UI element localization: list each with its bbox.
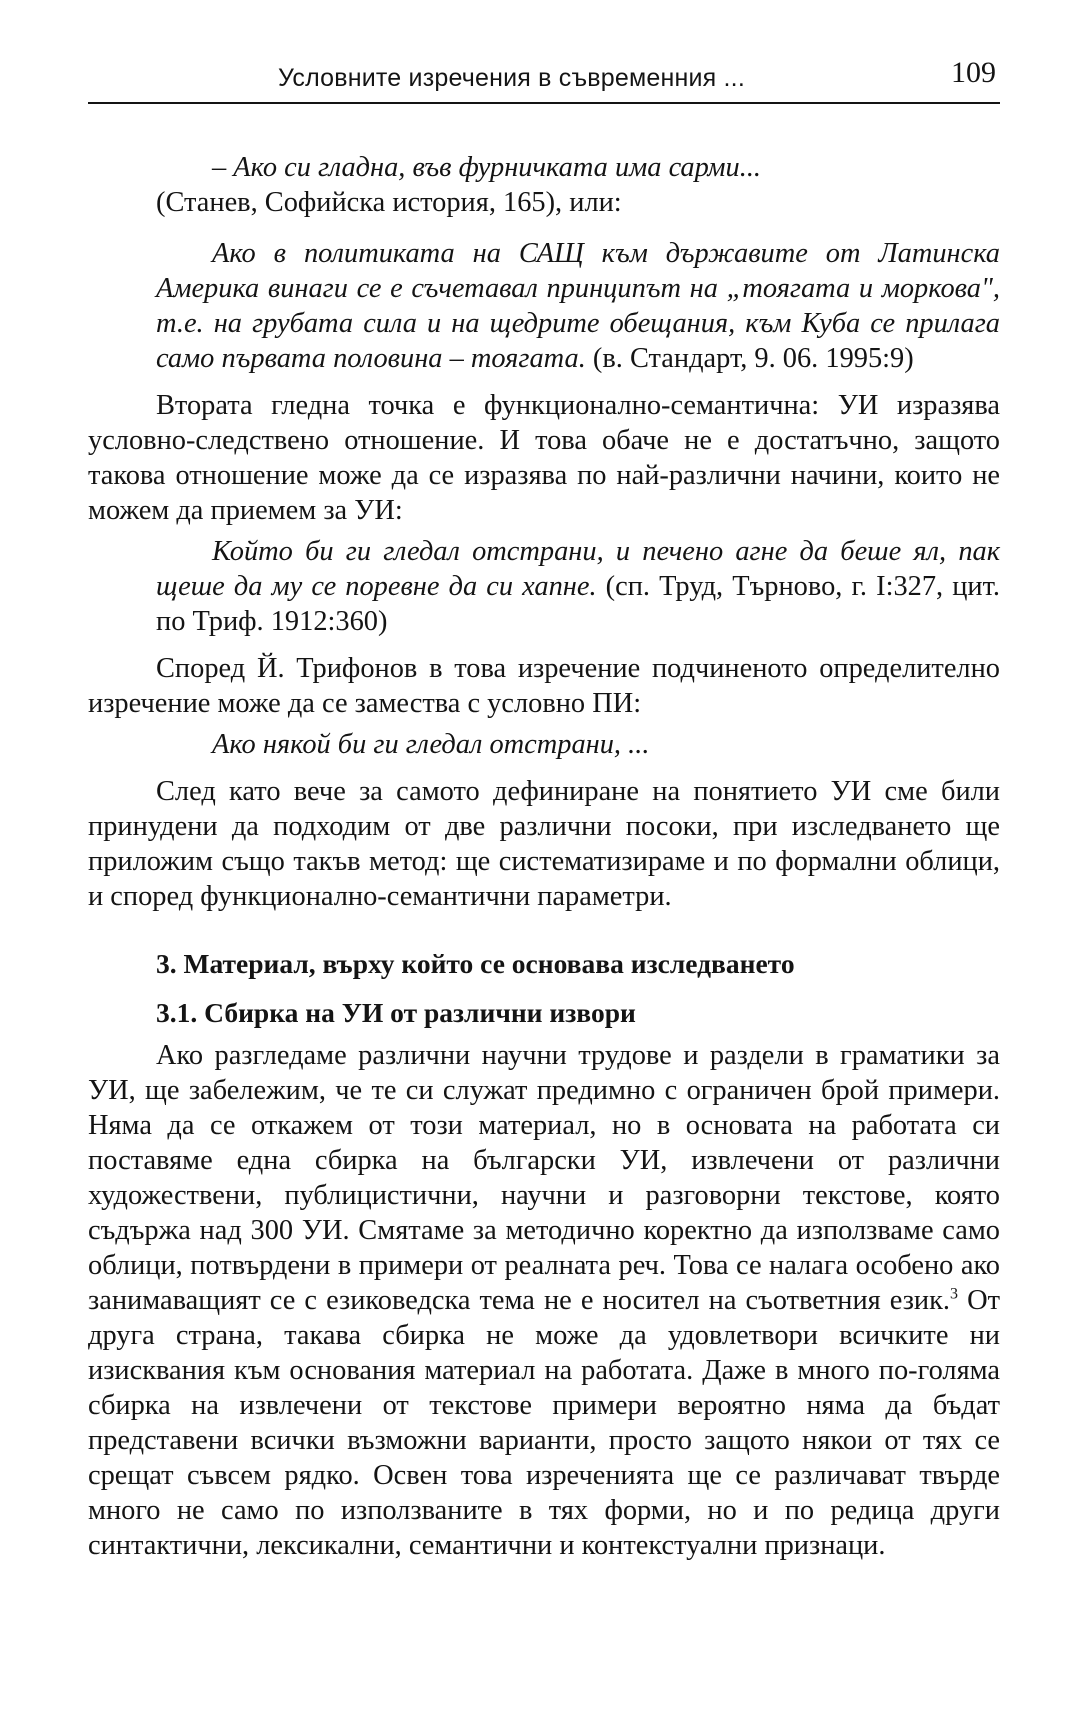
page-body xyxy=(88,150,1000,1563)
paragraph-3: След като вече за самото дефиниране на понятието УИ сме били принудени да подходим от две различни посоки, при изследването ще приложим също такъв метод: ще систематизираме и по формални облици, и според функционално-семантични параметри. xyxy=(88,776,1000,912)
example-3 xyxy=(88,534,1000,639)
subsection-heading: 3.1. Сбирка на УИ от различни извори xyxy=(156,997,636,1028)
example-4 xyxy=(88,727,1000,762)
section-heading: 3. Материал, върху който се основава изследването xyxy=(156,948,795,979)
example-1-text: – Ако си гладна, във фурничката има сарми... xyxy=(212,152,762,183)
example-2-source: (в. Стандарт, 9. 06. 1995:9) xyxy=(592,343,914,374)
paragraph-4 xyxy=(88,1038,1000,1563)
paragraph-4-part-b: От друга страна, такава сбирка не може да удовлетвори всичките ни изисквания към основания материал на работата. Даже в много по-голяма сбирка на извлечени от текстове примери вероятно няма да бъдат представени всички възможни варианти, просто защото някои от тях се срещат съвсем рядко. Освен това изреченията ще се различават твърде много не само по използваните в тях форми, но и по редица други синтактични, лексикални, семантични и контекстуални признаци. xyxy=(88,1285,1000,1561)
header-rule xyxy=(88,102,1000,104)
page-number: 109 xyxy=(951,56,996,89)
paragraph-1: Втората гледна точка е функционално-семантична: УИ изразява условно-следствено отношение. И това обаче не е достатъчно, защото такова отношение може да се изразява по най-различни начини, които не можем да приемем за УИ: xyxy=(88,390,1000,526)
footnote-mark: 3 xyxy=(950,1285,959,1303)
example-1 xyxy=(88,150,1000,185)
example-2-text: Ако в политиката на САЩ към държавите от Латинска Америка винаги се е съчетавал принципът на „тоягата и моркова", т.е. на грубата сила и на щедрите обещания, към Куба се прилага само първата половина – тоягата. xyxy=(156,238,1000,374)
running-title: Условните изречения в съвременния ... xyxy=(278,64,745,92)
paragraph-2: Според Й. Трифонов в това изречение подчиненото определително изречение може да се замества с условно ПИ: xyxy=(88,653,1000,719)
running-header xyxy=(88,56,1000,104)
example-3-source: (сп. Труд, Търново, г. I:327, цит. по Триф. 1912:360) xyxy=(156,571,1000,637)
example-4-text: Ако някой би ги гледал отстрани, ... xyxy=(212,729,650,760)
paragraph-4-part-a: Ако разгледаме различни научни трудове и раздели в граматики за УИ, ще забележим, че те си служат предимно с ограничен брой примери. Няма да се откажем от този материал, но в основата на работата си поставяме една сбирка на български УИ, извлечени от различни художествени, публицистични, научни и разговорни текстове, която съдържа над 300 УИ. Смятаме за методично коректно да използваме само облици, потвърдени в примери от реалната реч. Това се налага особено ако занимаващият се с езиковедска тема не е носител на съответния език. xyxy=(88,1040,1000,1316)
example-3-text: Който би ги гледал отстрани, и печено агне да беше ял, пак щеше да му се поревне да си хапне. xyxy=(156,536,1000,602)
example-2 xyxy=(88,236,1000,376)
example-1-source: (Станев, Софийска история, 165), или: xyxy=(156,187,622,218)
